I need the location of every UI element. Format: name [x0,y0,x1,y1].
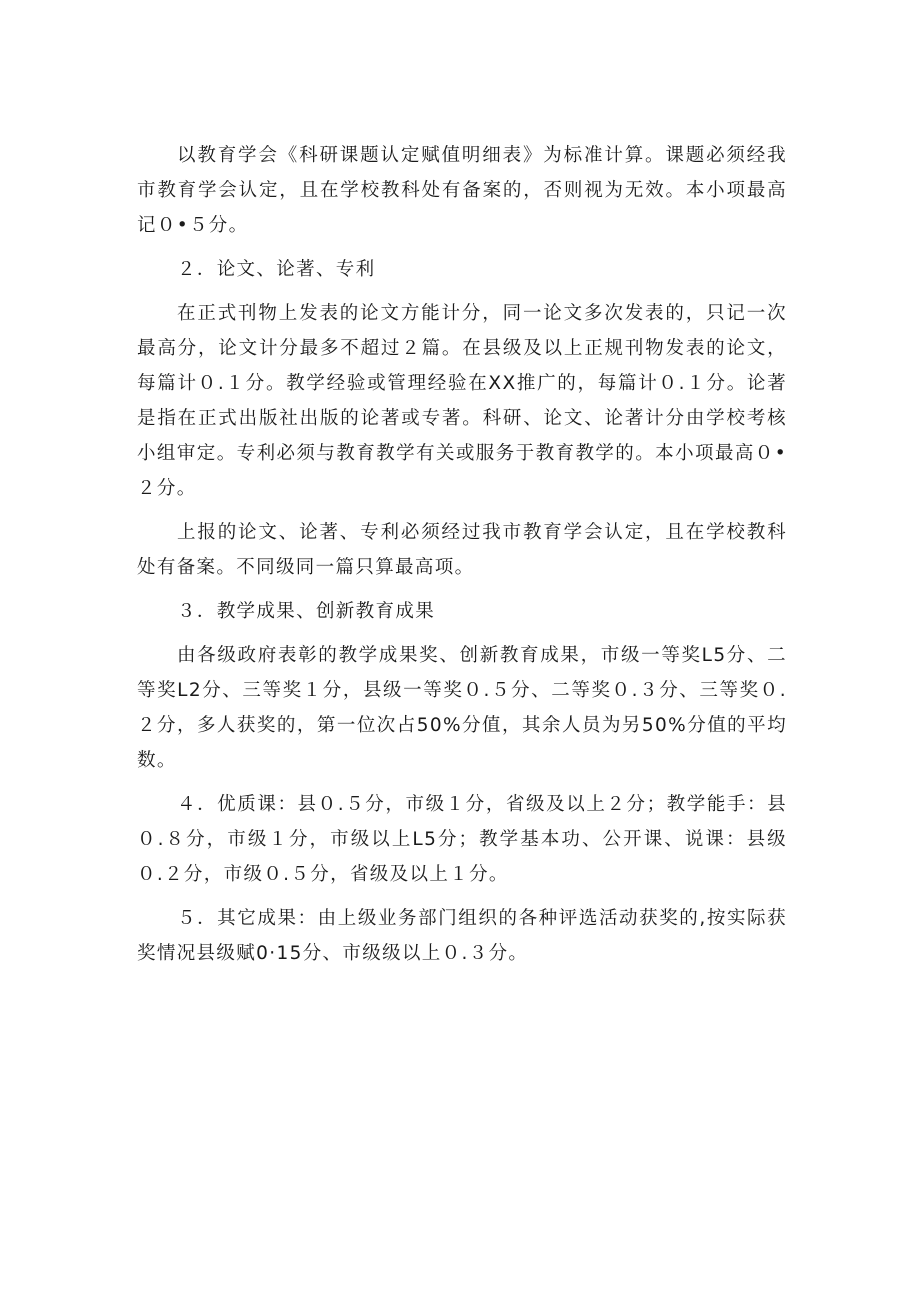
paragraph-achievements-scoring: 由各级政府表彰的教学成果奖、创新教育成果，市级一等奖L5分、二等奖L2分、三等奖１分，县级一等奖０.５分、二等奖０.３分、三等奖０.２分，多人获奖的，第一位次占50%分值，其余人员为另50%分值的平均数。 [137,645,787,771]
paragraph-research-topic-rule: 以教育学会《科研课题认定赋值明细表》为标准计算。课题必须经我市教育学会认定，且在学校教科处有备案的，否则视为无效。本小项最高记０•５分。 [137,145,787,236]
paragraph-papers-scoring: 在正式刊物上发表的论文方能计分，同一论文多次发表的，只记一次最高分，论文计分最多不超过２篇。在县级及以上正规刊物发表的论文，每篇计０.１分。教学经验或管理经验在XX推广的，每篇计０.１分。论著是指在正式出版社出版的论著或专著。科研、论文、论著计分由学校考核小组审定。专利必须与教育教学有关或服务于教育教学的。本小项最高０•２分。 [137,303,787,499]
document-body [137,138,787,980]
paragraph-quality-lessons: ４．优质课：县０.５分，市级１分，省级及以上２分；教学能手：县０.８分，市级１分，市级以上L5分；教学基本功、公开课、说课：县级０.２分，市级０.５分，省级及以上１分。 [137,794,787,885]
paragraph-other-achievements: ５．其它成果：由上级业务部门组织的各种评选活动获奖的,按实际获奖情况县级赋0·15分、市级级以上０.３分。 [137,908,787,964]
heading-teaching-achievements: ３．教学成果、创新教育成果 [177,601,436,622]
paragraph-papers-filing: 上报的论文、论著、专利必须经过我市教育学会认定，且在学校教科处有备案。不同级同一篇只算最高项。 [137,522,787,578]
heading-papers-patents: ２．论文、论著、专利 [177,259,376,280]
